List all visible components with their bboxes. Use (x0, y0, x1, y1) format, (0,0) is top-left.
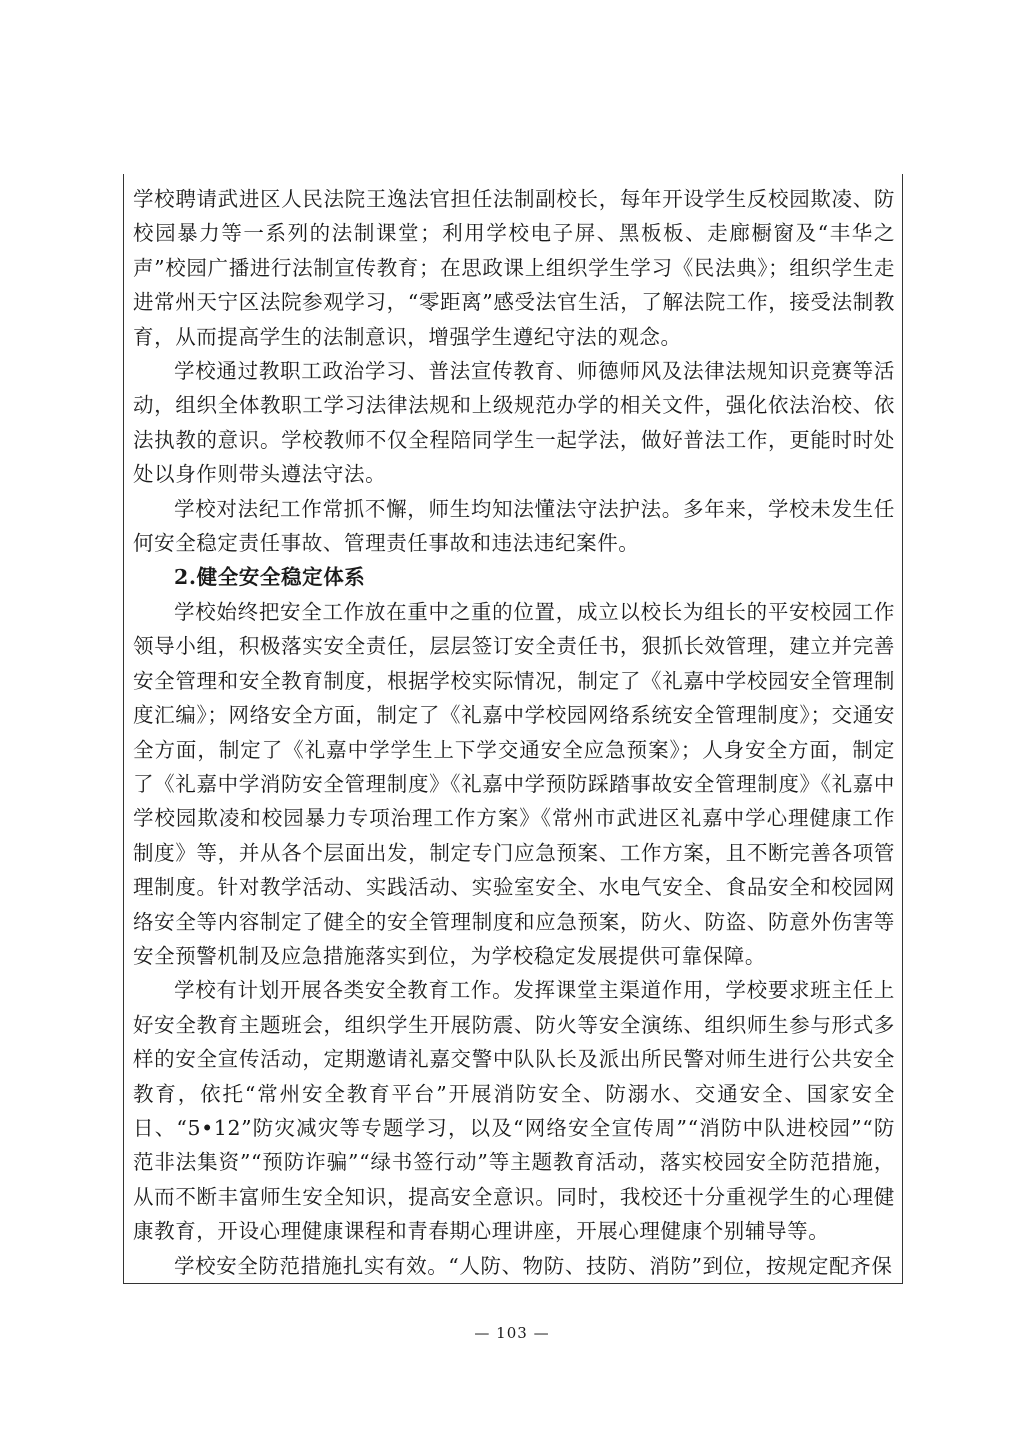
page-number: — 103 — (474, 1324, 550, 1342)
paragraph-safety-education: 学校有计划开展各类安全教育工作。发挥课堂主渠道作用，学校要求班主任上好安全教育主题班会，组织学生开展防震、防火等安全演练、组织师生参与形式多样的安全宣传活动，定期邀请礼嘉交警中队队长及派出所民警对师生进行公共安全教育，依托“常州安全教育平台”开展消防安全、防溺水、交通安全、国家安全日、“5•12”防灾减灾等专题学习，以及“网络安全宣传周”“消防中队进校园”“防范非法集资”“预防诈骗”“绿书签行动”等主题教育活动，落实校园安全防范措施，从而不断丰富师生安全知识，提高安全意识。同时，我校还十分重视学生的心理健康教育，开设心理健康课程和青春期心理讲座，开展心理健康个别辅导等。 (133, 978, 895, 1244)
paragraph-staff-legal-study: 学校通过教职工政治学习、普法宣传教育、师德师风及法律法规知识竞赛等活动，组织全体教职工学习法律法规和上级规范办学的相关文件，强化依法治校、依法执教的意识。学校教师不仅全程陪同学生一起学法，做好普法工作，更能时时处处以身作则带头遵法守法。 (133, 359, 895, 487)
paragraph-safety-management: 学校始终把安全工作放在重中之重的位置，成立以校长为组长的平安校园工作领导小组，积极落实安全责任，层层签订安全责任书，狠抓长效管理，建立并完善安全管理和安全教育制度，根据学校实际情况，制定了《礼嘉中学校园安全管理制度汇编》；网络安全方面，制定了《礼嘉中学校园网络系统安全管理制度》；交通安全方面，制定了《礼嘉中学学生上下学交通安全应急预案》；人身安全方面，制定了《礼嘉中学消防安全管理制度》《礼嘉中学预防踩踏事故安全管理制度》《礼嘉中学校园欺凌和校园暴力专项治理工作方案》《常州市武进区礼嘉中学心理健康工作制度》等，并从各个层面出发，制定专门应急预案、工作方案，且不断完善各项管理制度。针对教学活动、实践活动、实验室安全、水电气安全、食品安全和校园网络安全等内容制定了健全的安全管理制度和应急预案，防火、防盗、防意外伤害等安全预警机制及应急措施落实到位，为学校稳定发展提供可靠保障。 (133, 599, 895, 968)
paragraph-safety-measures: 学校安全防范措施扎实有效。“人防、物防、技防、消防”到位，按规定配齐保 (174, 1253, 893, 1278)
document-body (133, 182, 895, 1283)
paragraph-legal-education: 学校聘请武进区人民法院王逸法官担任法制副校长，每年开设学生反校园欺凌、防校园暴力等一系列的法制课堂；利用学校电子屏、黑板板、走廊橱窗及“丰华之声”校园广播进行法制宣传教育；在思政课上组织学生学习《民法典》；组织学生走进常州天宁区法院参观学习，“零距离”感受法官生活，了解法院工作，接受法制教育，从而提高学生的法制意识，增强学生遵纪守法的观念。 (133, 187, 895, 349)
section-heading-safety-system: 2.健全安全稳定体系 (174, 565, 366, 590)
paragraph-discipline-record: 学校对法纪工作常抓不懈，师生均知法懂法守法护法。多年来，学校未发生任何安全稳定责任事故、管理责任事故和违法违纪案件。 (133, 496, 895, 556)
